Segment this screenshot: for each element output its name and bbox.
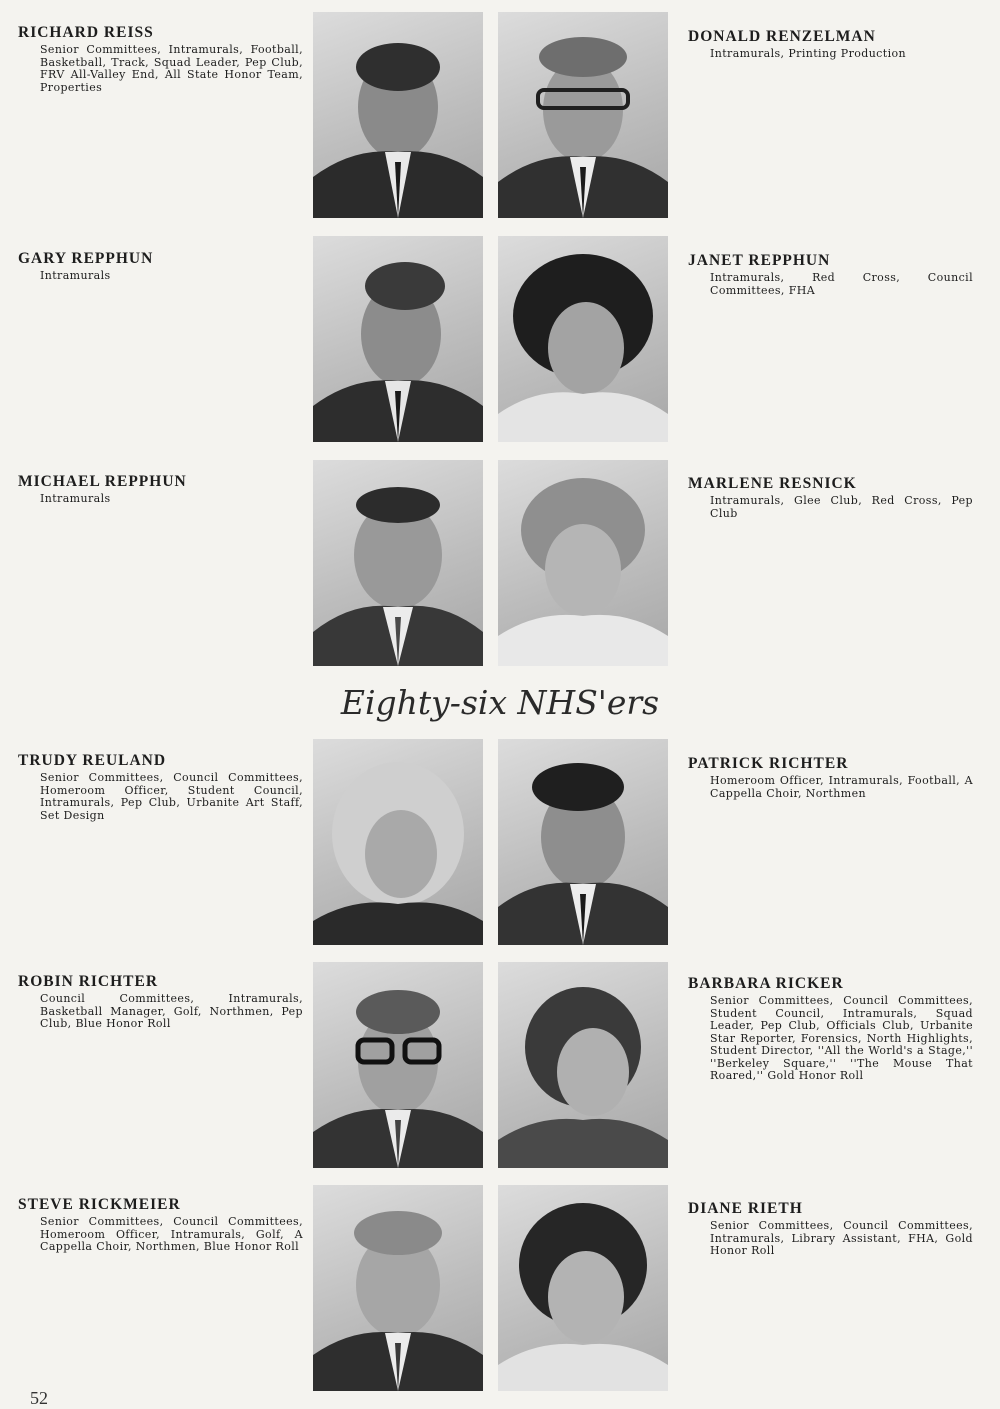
portrait-silhouette bbox=[498, 739, 668, 945]
portrait-photo-steve-rickmeier bbox=[313, 1185, 483, 1391]
portrait-photo-barbara-ricker bbox=[498, 962, 668, 1168]
student-entry-diane-rieth bbox=[688, 1200, 973, 1258]
portrait-photo-marlene-resnick bbox=[498, 460, 668, 666]
page-number: 52 bbox=[30, 1388, 48, 1408]
portrait-photo-richard-reiss bbox=[313, 12, 483, 218]
student-entry-patrick-richter bbox=[688, 755, 973, 800]
portrait-silhouette bbox=[498, 12, 668, 218]
student-entry-janet-repphun bbox=[688, 252, 973, 297]
portrait-silhouette bbox=[498, 1185, 668, 1391]
student-activities: Intramurals bbox=[40, 269, 111, 282]
student-entry-robin-richter bbox=[18, 973, 303, 1031]
student-activities: Intramurals, Red Cross, Council Committees, FHA bbox=[710, 271, 973, 297]
student-activities: Intramurals, Glee Club, Red Cross, Pep Club bbox=[710, 494, 973, 520]
portrait-photo-donald-renzelman bbox=[498, 12, 668, 218]
portrait-photo-gary-repphun bbox=[313, 236, 483, 442]
portrait-photo-trudy-reuland bbox=[313, 739, 483, 945]
student-name: DIANE RIETH bbox=[688, 1200, 803, 1217]
student-entry-donald-renzelman bbox=[688, 28, 973, 61]
portrait-silhouette bbox=[313, 1185, 483, 1391]
portrait-photo-michael-repphun bbox=[313, 460, 483, 666]
student-name: BARBARA RICKER bbox=[688, 975, 844, 992]
student-name: PATRICK RICHTER bbox=[688, 755, 849, 772]
student-entry-gary-repphun bbox=[18, 250, 303, 283]
portrait-photo-patrick-richter bbox=[498, 739, 668, 945]
portrait-silhouette bbox=[313, 962, 483, 1168]
student-activities: Senior Committees, Council Committees, Intramurals, Library Assistant, FHA, Gold Honor Roll bbox=[710, 1219, 973, 1257]
portrait-silhouette bbox=[313, 236, 483, 442]
portrait-silhouette bbox=[498, 460, 668, 666]
student-name: GARY REPPHUN bbox=[18, 250, 154, 267]
student-entry-trudy-reuland bbox=[18, 752, 303, 822]
student-entry-michael-repphun bbox=[18, 473, 303, 506]
student-name: ROBIN RICHTER bbox=[18, 973, 159, 990]
portrait-silhouette bbox=[313, 739, 483, 945]
portrait-photo-diane-rieth bbox=[498, 1185, 668, 1391]
student-entry-marlene-resnick bbox=[688, 475, 973, 520]
portrait-silhouette bbox=[498, 962, 668, 1168]
student-name: MICHAEL REPPHUN bbox=[18, 473, 187, 490]
portrait-silhouette bbox=[498, 236, 668, 442]
student-name: RICHARD REISS bbox=[18, 24, 154, 41]
section-banner: Eighty-six NHS'ers bbox=[340, 683, 660, 722]
student-name: STEVE RICKMEIER bbox=[18, 1196, 181, 1213]
student-entry-richard-reiss bbox=[18, 24, 303, 94]
student-activities: Senior Committees, Council Committees, Homeroom Officer, Intramurals, Golf, A Cappella Choir, Northmen, Blue Honor Roll bbox=[40, 1215, 303, 1253]
student-activities: Intramurals bbox=[40, 492, 111, 505]
student-name: JANET REPPHUN bbox=[688, 252, 831, 269]
portrait-photo-robin-richter bbox=[313, 962, 483, 1168]
portrait-silhouette bbox=[313, 12, 483, 218]
student-entry-barbara-ricker bbox=[688, 975, 973, 1083]
portrait-photo-janet-repphun bbox=[498, 236, 668, 442]
portrait-silhouette bbox=[313, 460, 483, 666]
student-name: MARLENE RESNICK bbox=[688, 475, 857, 492]
student-activities: Homeroom Officer, Intramurals, Football, A Cappella Choir, Northmen bbox=[710, 774, 973, 800]
student-activities: Senior Committees, Council Committees, Homeroom Officer, Student Council, Intramurals, Pep Club, Urbanite Art Staff, Set Design bbox=[40, 771, 303, 822]
student-name: TRUDY REULAND bbox=[18, 752, 167, 769]
student-activities: Senior Committees, Intramurals, Football, Basketball, Track, Squad Leader, Pep Club, FRV All-Valley End, All State Honor Team, Properties bbox=[40, 43, 303, 94]
student-entry-steve-rickmeier bbox=[18, 1196, 303, 1254]
student-activities: Council Committees, Intramurals, Basketball Manager, Golf, Northmen, Pep Club, Blue Honor Roll bbox=[40, 992, 303, 1030]
student-activities: Senior Committees, Council Committees, Student Council, Intramurals, Squad Leader, Pep Club, Officials Club, Urbanite Star Reporter, Forensics, North Highlights, Student Director, ''All the World's a Stage,'' ''Berkeley Square,'' ''The Mouse That Roared,'' Gold Honor Roll bbox=[710, 994, 973, 1082]
student-activities: Intramurals, Printing Production bbox=[710, 47, 906, 60]
student-name: DONALD RENZELMAN bbox=[688, 28, 876, 45]
